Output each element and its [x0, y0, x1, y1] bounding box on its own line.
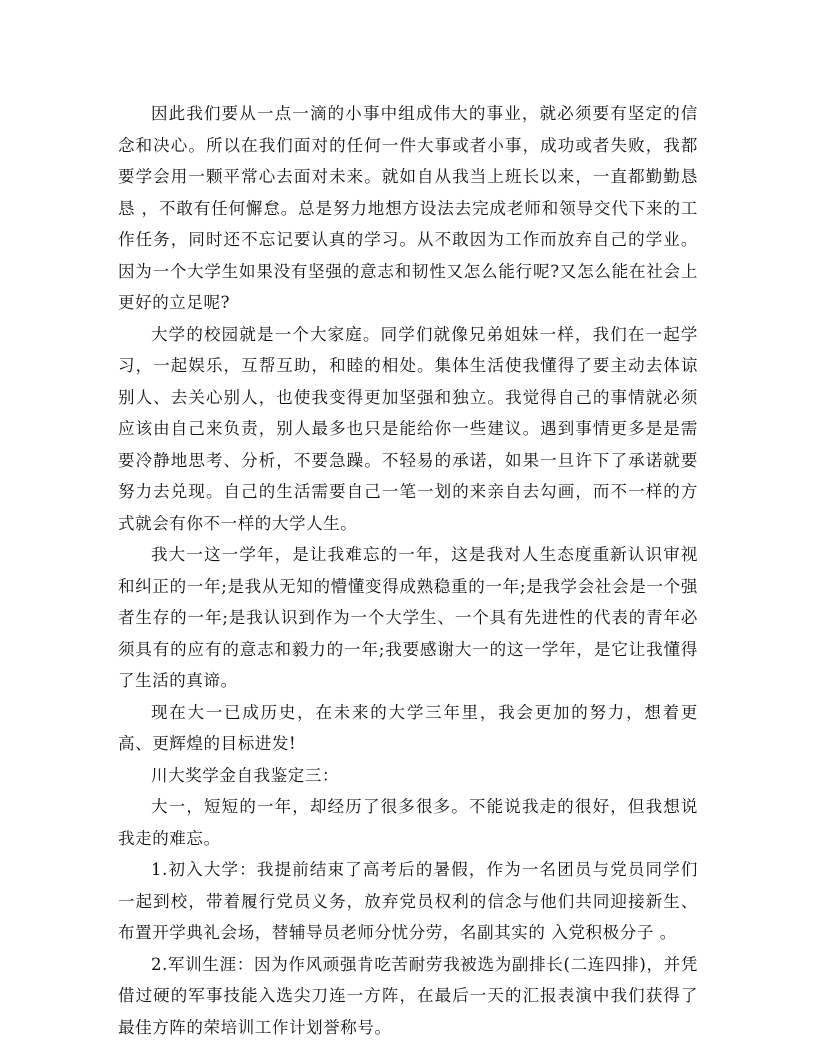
paragraph-perseverance: 因此我们要从一点一滴的小事中组成伟大的事业，就必须要有坚定的信念和决心。所以在我们面对的任何一件大事或者小事，成功或者失败，我都要学会用一颗平常心去面对未来。就如自从我当上班长以来，一直都勤勤恳恳 ，不敢有任何懈怠。总是努力地想方设法去完成老师和领导交代下来的工作任务，同时还不忘记要认真的学习。从不敢因为工作而放弃自己的学业。因为一个大学生如果没有坚强的意志和韧性又怎么能行呢?又怎么能在社会上更好的立足呢?	[118, 104, 698, 312]
section-heading-appraisal-three: 川大奖学金自我鉴定三：	[151, 765, 340, 785]
paragraph-campus-family: 大学的校园就是一个大家庭。同学们就像兄弟姐妹一样，我们在一起学习，一起娱乐，互帮互助，和睦的相处。集体生活使我懂得了要主动去体谅别人、去关心别人，也使我变得更加坚强和独立。我觉得自己的事情就必须应该由自己来负责，别人最多也只是能给你一些建议。遇到事情更多是是需要冷静地思考、分析，不要急躁。不轻易的承诺，如果一旦许下了承诺就要努力去兑现。自己的生活需要自己一笔一划的来亲自去勾画，而不一样的方式就会有你不一样的大学人生。	[118, 324, 698, 533]
list-item-entering-university: 1.初入大学：我提前结束了高考后的暑假，作为一名团员与党员同学们一起到校，带着履行党员义务，放弃党员权利的信念与他们共同迎接新生、布置开学典礼会场，替辅导员老师分忧分劳，名副其实的 入党积极分子 。	[118, 860, 698, 942]
paragraph-freshman-year: 我大一这一学年，是让我难忘的一年，这是我对人生态度重新认识审视和纠正的一年;是我从无知的懵懂变得成熟稳重的一年;是我学会社会是一个强者生存的一年;是我认识到作为一个大学生、一个具有先进性的代表的青年必须具有的应有的意志和毅力的一年;我要感谢大一的这一学年，是它让我懂得了生活的真谛。	[118, 545, 698, 690]
document-body	[118, 98, 698, 1043]
paragraph-first-year-intro: 大一，短短的一年，却经历了很多很多。不能说我走的很好，但我想说我走的难忘。	[118, 797, 698, 848]
list-item-military-training: 2.军训生涯：因为作风顽强肯吃苦耐劳我被选为副排长(二连四排)，并凭借过硬的军事技能入选尖刀连一方阵，在最后一天的汇报表演中我们获得了最佳方阵的荣培训工作计划誉称号。	[118, 954, 698, 1037]
paragraph-future-goals: 现在大一已成历史，在未来的大学三年里，我会更加的努力，想着更高、更辉煌的目标进发!	[118, 702, 698, 753]
